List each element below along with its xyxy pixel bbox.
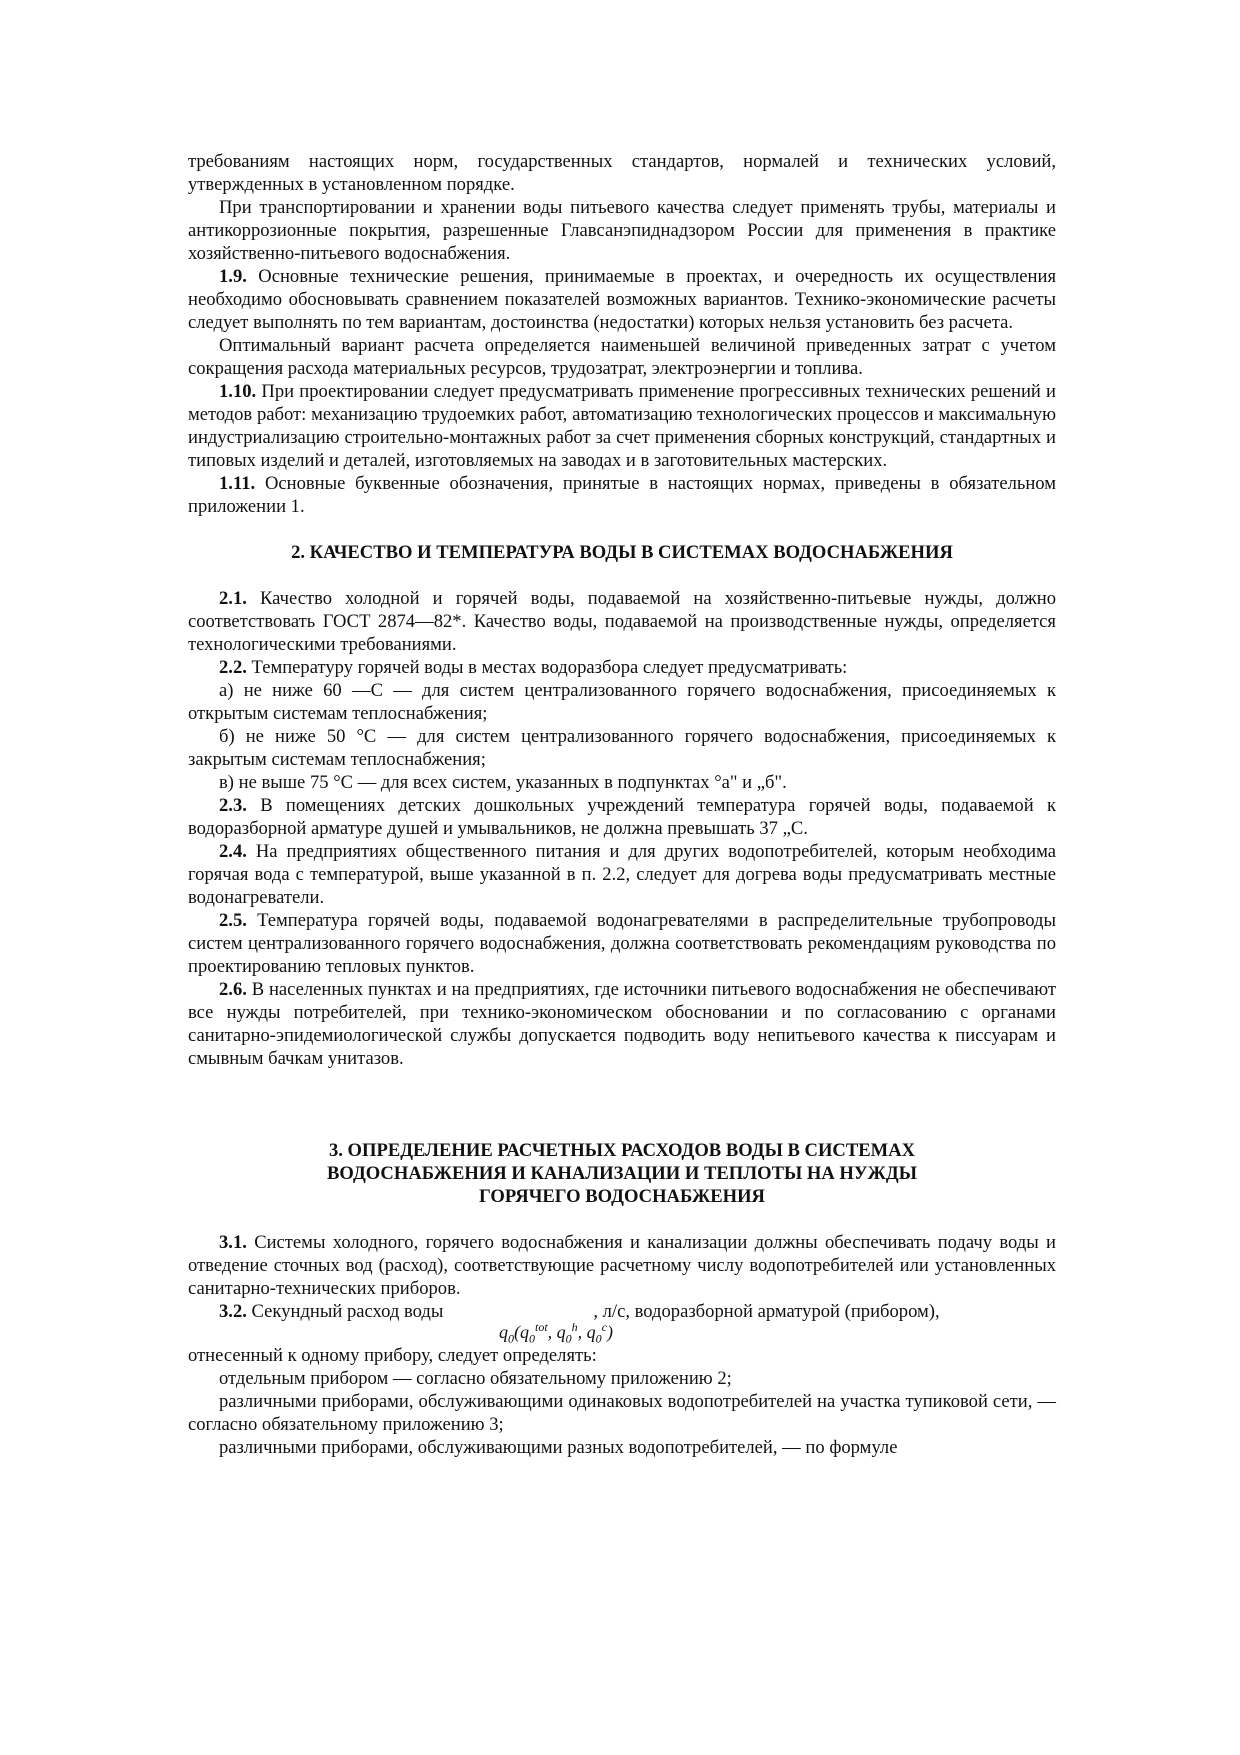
clause-number: 2.4. <box>219 841 247 862</box>
paragraph-2-4 <box>188 840 1056 909</box>
clause-number: 2.3. <box>219 795 247 816</box>
clause-number: 1.10. <box>219 381 257 402</box>
paragraph-optimal: Оптимальный вариант расчета определяется наименьшей величиной приведенных затрат с учетом сокращения расхода материальных ресурсов, трудозатрат, электроэнергии и топлива. <box>188 335 1056 379</box>
paragraph-text: Основные технические решения, принимаемые в проектах, и очередность их осуществления необходимо обосновывать сравнением показателей возможных вариантов. Технико-экономические расчеты следует выполнять по тем вариантам, достоинства (недостатки) которых нельзя установить без расчета. <box>188 266 1056 333</box>
paragraph-text: Качество холодной и горячей воды, подаваемой на хозяйственно-питьевые нужды, должно соответствовать ГОСТ 2874—82*. Качество воды, подаваемой на производственные нужды, определяется технологическими требованиями. <box>188 588 1056 655</box>
paragraph-1-11 <box>188 472 1056 518</box>
paragraph-2-2 <box>188 656 1056 679</box>
document-page <box>188 150 1056 1459</box>
paragraph-3-1 <box>188 1231 1056 1300</box>
paragraph-1-8-end: требованиям настоящих норм, государственных стандартов, нормалей и технических условий, утвержденных в установленном порядке. <box>188 151 1056 195</box>
paragraph-2-2-a: а) не ниже 60 —С — для систем централизованного горячего водоснабжения, присоединяемых к открытым системам теплоснабжения; <box>188 680 1056 724</box>
paragraph-1-10 <box>188 380 1056 472</box>
clause-number: 2.6. <box>219 979 247 1000</box>
clause-number: 3.2. <box>219 1301 247 1322</box>
section-2-heading: 2. КАЧЕСТВО И ТЕМПЕРАТУРА ВОДЫ В СИСТЕМАХ ВОДОСНАБЖЕНИЯ <box>291 542 953 563</box>
paragraph-text: При проектировании следует предусматривать применение прогрессивных технических решений и методов работ: механизацию трудоемких работ, автоматизацию технологических процессов и максимальную индустриализацию строительно-монтажных работ за счет применения сборных конструкций, стандартных и типовых изделий и деталей, изготовляемых на заводах и в заготовительных мастерских. <box>188 381 1056 471</box>
section-3-heading <box>188 1139 1056 1208</box>
list-item-1: отдельным прибором — согласно обязательному приложению 2; <box>219 1368 732 1389</box>
paragraph-2-2-b: б) не ниже 50 °С — для систем централизованного горячего водоснабжения, присоединяемых к закрытым системам теплоснабжения; <box>188 726 1056 770</box>
flow-formula: $q_0(q_0^{tot}$, $q_0^h$, $q_0^c$) <box>499 1320 613 1346</box>
paragraph-text: Температуру горячей воды в местах водоразбора следует предусматривать: <box>246 657 848 678</box>
paragraph-transport: При транспортировании и хранении воды питьевого качества следует применять трубы, материалы и антикоррозионные покрытия, разрешенные Главсанэпиднадзором России для применения в практике хозяйственно-питьевого водоснабжения. <box>188 197 1056 264</box>
paragraph-3-2 <box>188 1300 1056 1346</box>
paragraph-2-2-c: в) не выше 75 °С — для всех систем, указанных в подпунктах °а" и „б". <box>219 772 787 793</box>
clause-number: 2.5. <box>219 910 247 931</box>
clause-number: 1.9. <box>219 266 247 287</box>
paragraph-text-after: , л/с, водоразборной арматурой (прибором), <box>593 1301 940 1322</box>
paragraph-text: Основные буквенные обозначения, принятые в настоящих нормах, приведены в обязательном приложении 1. <box>188 473 1056 517</box>
list-item-2: различными приборами, обслуживающими одинаковых водопотребителей на участка тупиковой сети, — согласно обязательному приложению 3; <box>188 1391 1056 1435</box>
paragraph-2-1 <box>188 587 1056 656</box>
clause-number: 2.2. <box>219 657 247 678</box>
paragraph-2-6 <box>188 978 1056 1070</box>
paragraph-text: Системы холодного, горячего водоснабжения и канализации должны обеспечивать подачу воды и отведение сточных вод (расход), соответствующие расчетному числу водопотребителей или установленных санитарно-технических приборов. <box>188 1232 1056 1299</box>
paragraph-text: В помещениях детских дошкольных учреждений температура горячей воды, подаваемой к водоразборной арматуре душей и умывальников, не должна превышать 37 „С. <box>188 795 1056 839</box>
clause-number: 1.11. <box>219 473 256 494</box>
section-3-heading-line2: ВОДОСНАБЖЕНИЯ И КАНАЛИЗАЦИИ И ТЕПЛОТЫ НА НУЖДЫ <box>327 1163 917 1184</box>
clause-number: 2.1. <box>219 588 247 609</box>
paragraph-3-2-cont: отнесенный к одному прибору, следует определять: <box>188 1345 597 1366</box>
paragraph-2-3 <box>188 794 1056 840</box>
paragraph-text: На предприятиях общественного питания и для других водопотребителей, которым необходима горячая вода с температурой, выше указанной в п. 2.2, следует для догрева воды предусматривать местные водонагреватели. <box>188 841 1056 908</box>
section-3-heading-line1: 3. ОПРЕДЕЛЕНИЕ РАСЧЕТНЫХ РАСХОДОВ ВОДЫ В СИСТЕМАХ <box>328 1140 916 1161</box>
section-3-heading-line3: ГОРЯЧЕГО ВОДОСНАБЖЕНИЯ <box>479 1186 765 1207</box>
list-item-3: различными приборами, обслуживающими разных водопотребителей, — по формуле <box>219 1437 898 1458</box>
paragraph-text: В населенных пунктах и на предприятиях, где источники питьевого водоснабжения не обеспечивают все нужды потребителей, при технико-экономическом обосновании и по согласованию с органами санитарно-эпидемиологической службы допускается подводить воду непитьевого качества к писсуарам и смывным бачкам унитазов. <box>188 979 1056 1069</box>
paragraph-text: Температура горячей воды, подаваемой водонагревателями в распределительные трубопроводы систем централизованного горячего водоснабжения, должна соответствовать рекомендациям руководства по проектированию тепловых пунктов. <box>188 910 1056 977</box>
clause-number: 3.1. <box>219 1232 247 1253</box>
paragraph-text-before: Секундный расход воды <box>246 1301 444 1322</box>
paragraph-2-5 <box>188 909 1056 978</box>
paragraph-1-9 <box>188 265 1056 334</box>
